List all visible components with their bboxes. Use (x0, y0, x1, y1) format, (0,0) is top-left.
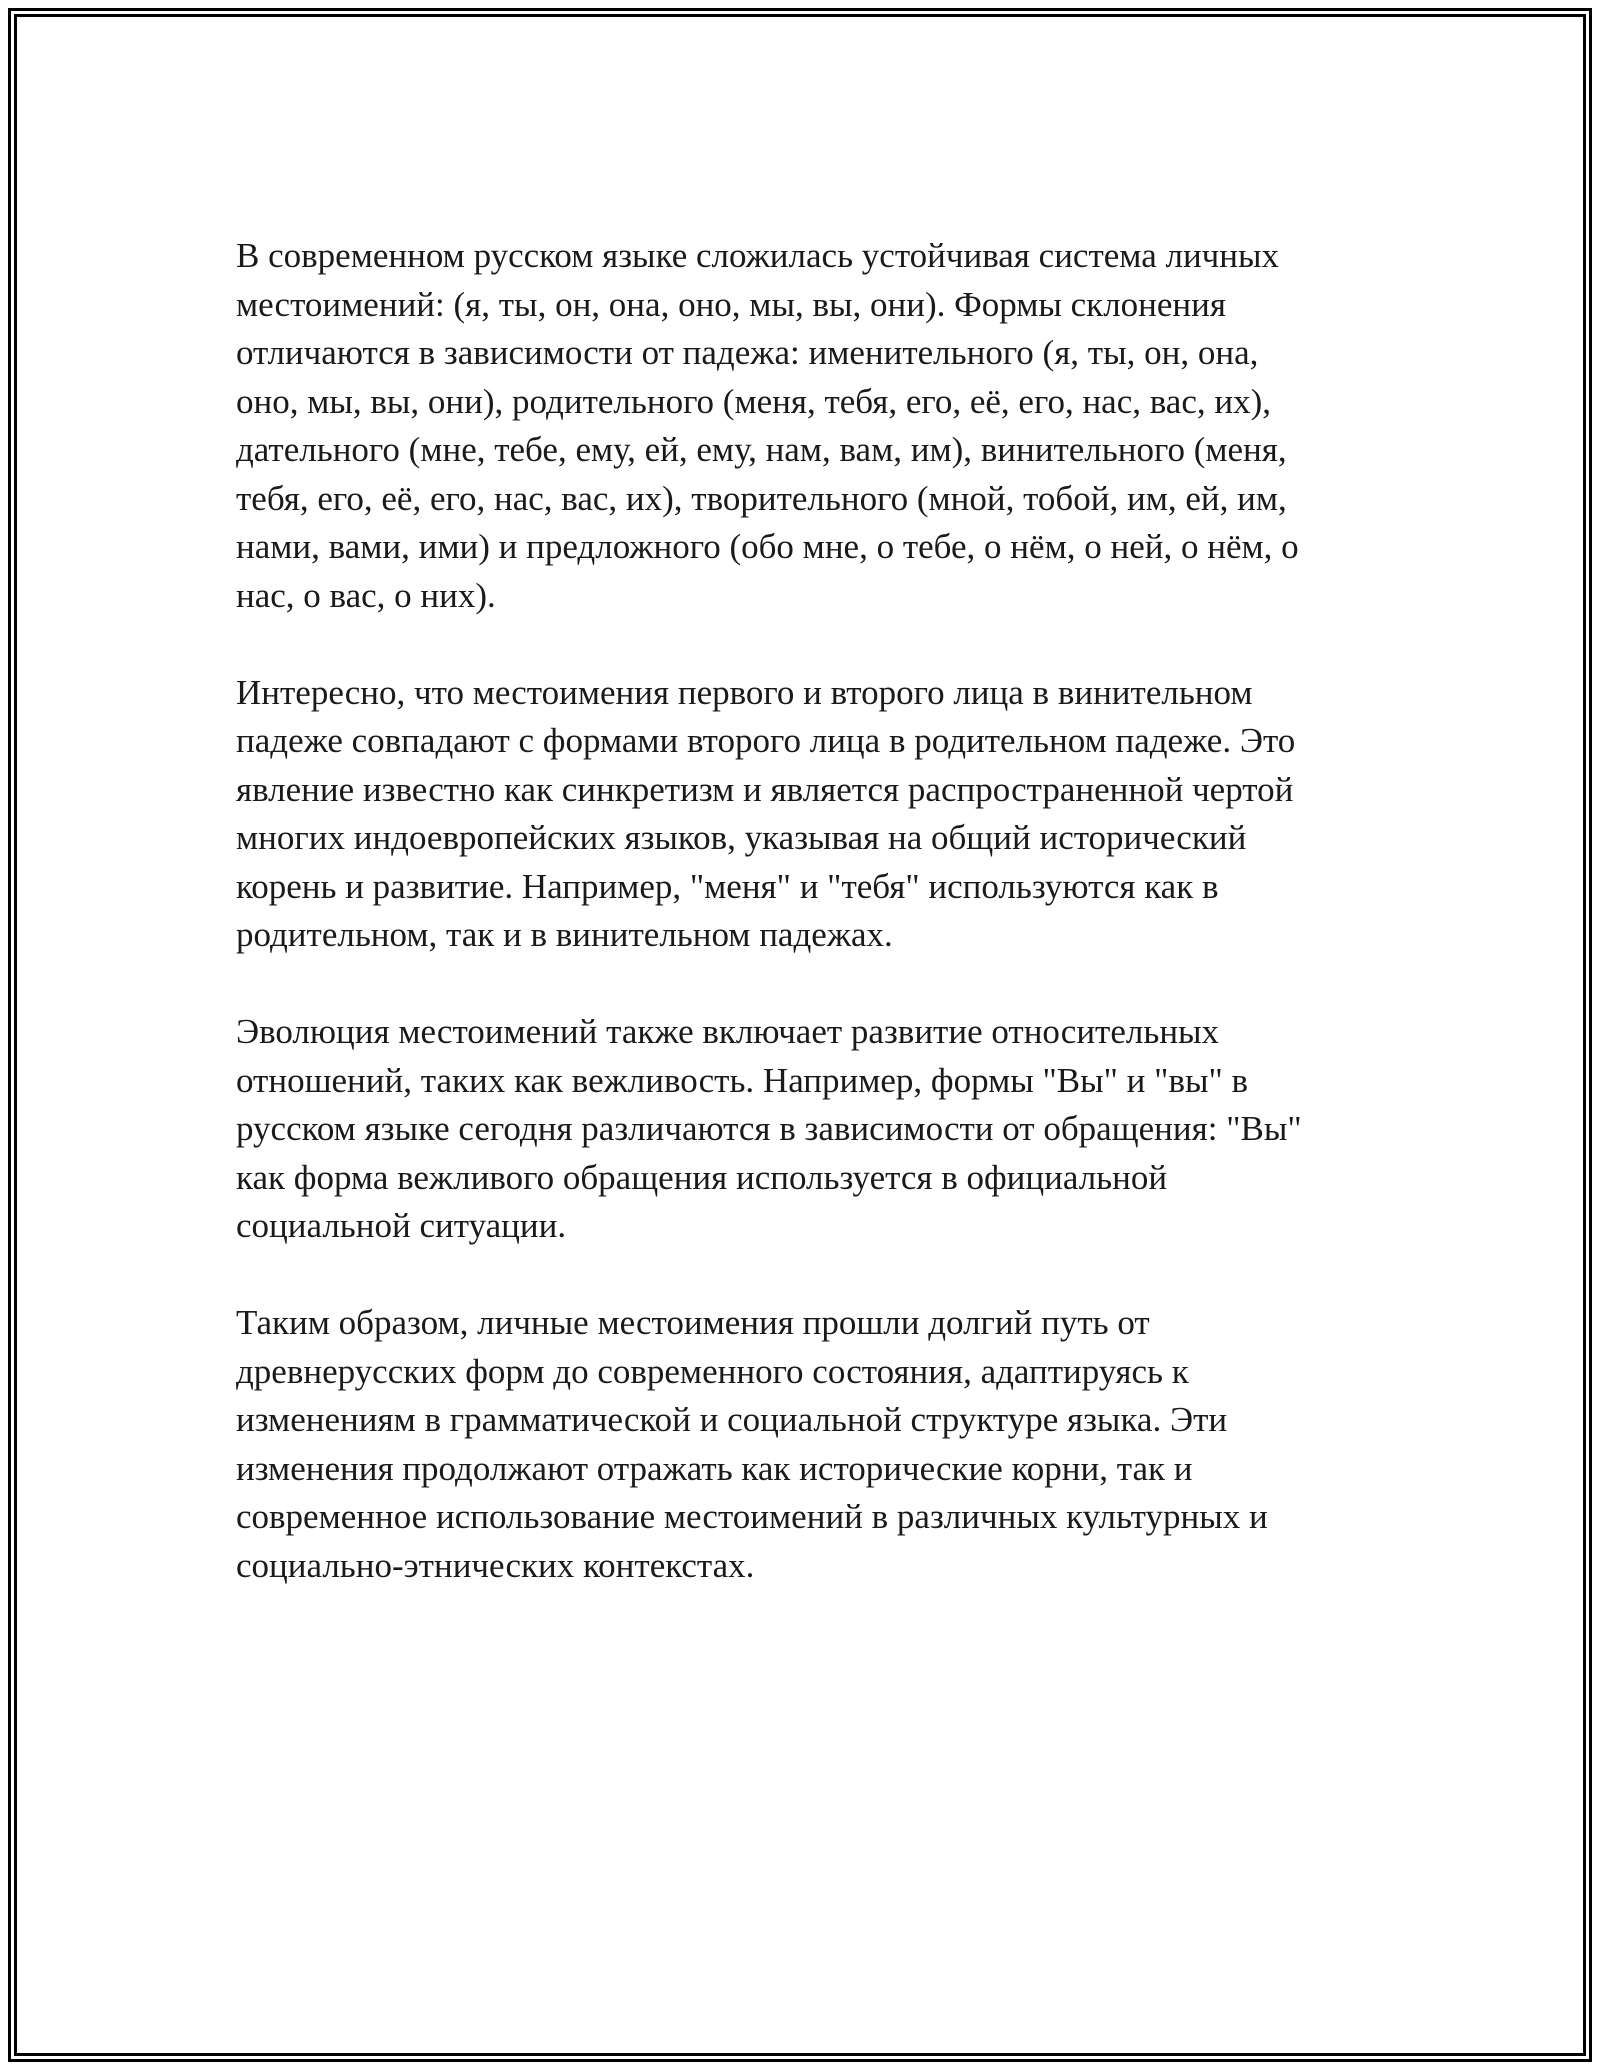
paragraph-pronoun-system: В современном русском языке сложилась устойчивая система личных местоимений: (я, ты, он, она, оно, мы, вы, они). Формы склонения отличаются в зависимости от падежа: именительного (я, ты, он, она, оно, мы, вы, они), родительного (меня, тебя, его, её, его, нас, вас, их), дательного (мне, тебе, ему, ей, ему, нам, вам, им), винительного (меня, тебя, его, её, его, нас, вас, их), творительного (мной, тобой, им, ей, им, нами, вами, ими) и предложного (обо мне, о тебе, о нём, о ней, о нём, о нас, о вас, о них). (236, 236, 1299, 615)
paragraph-syncretism: Интересно, что местоимения первого и второго лица в винительном падеже совпадают с формами второго лица в родительном падеже. Это явление известно как синкретизм и является распространенной чертой многих индоевропейских языков, указывая на общий исторический корень и развитие. Например, "меня" и "тебя" используются как в родительном, так и в винительном падежах. (236, 672, 1296, 954)
paragraph-conclusion: Таким образом, личные местоимения прошли долгий путь от древнерусских форм до современного состояния, адаптируясь к изменениям в грамматической и социальной структуре языка. Эти изменения продолжают отражать как исторические корни, так и современное использование местоимений в различных культурных и социально-этнических контекстах. (236, 1303, 1268, 1585)
paragraph-politeness: Эволюция местоимений также включает развитие относительных отношений, таких как вежливость. Например, формы "Вы" и "вы" в русском языке сегодня различаются в зависимости от обращения: "Вы" как форма вежливого обращения используется в официальной социальной ситуации. (236, 1012, 1302, 1245)
document-body (236, 232, 1366, 1639)
